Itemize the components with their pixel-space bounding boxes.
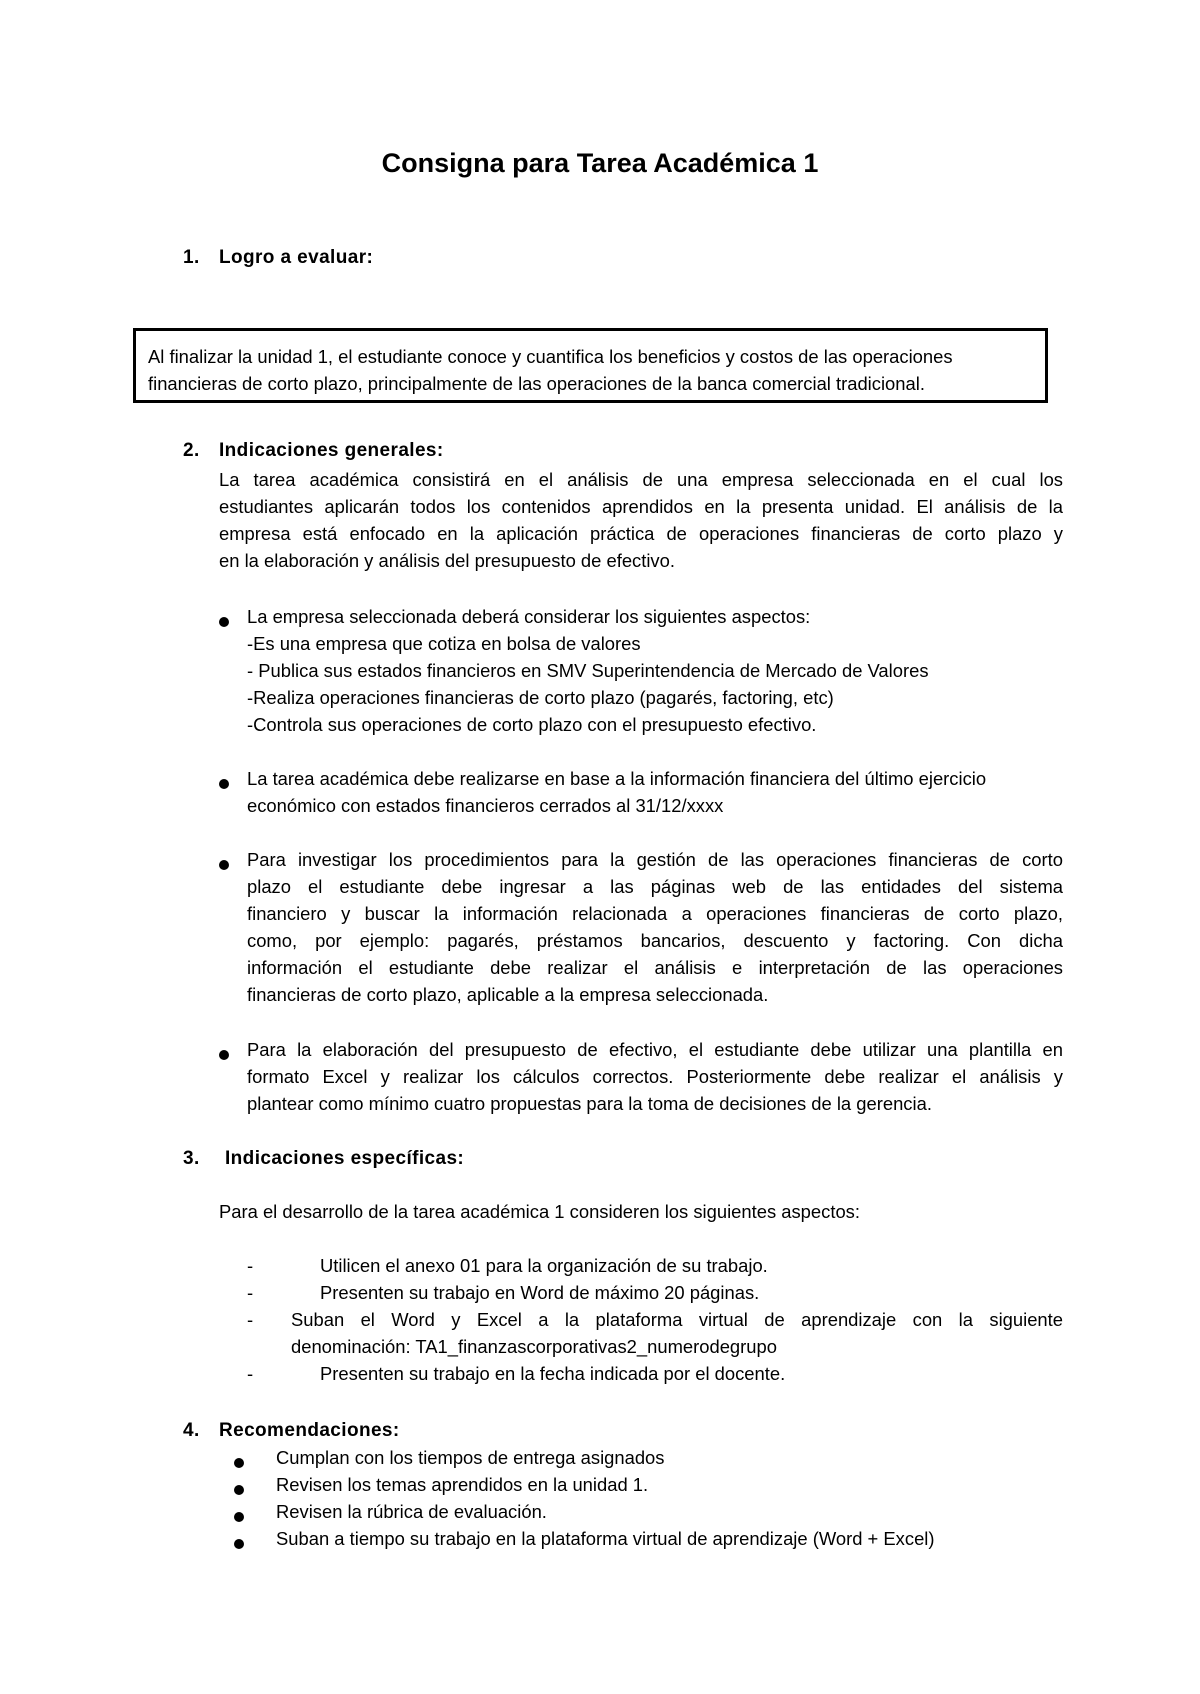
section-4-number: 4. — [183, 1420, 200, 1441]
recommendation-item: Revisen la rúbrica de evaluación. — [276, 1501, 547, 1522]
specific-item: Utilicen el anexo 01 para la organización de su trabajo. — [320, 1255, 768, 1276]
paragraph-line: estudiantes aplicarán todos los contenidos aprendidos en la presenta unidad. El análisis de la — [219, 496, 1063, 517]
bullet-financial-info — [247, 765, 1063, 819]
bullet-icon — [219, 860, 229, 870]
bullet-line: -Realiza operaciones financieras de corto plazo (pagarés, factoring, etc) — [247, 687, 834, 708]
bullet-icon — [234, 1485, 244, 1495]
section-2-heading — [183, 437, 683, 464]
bullet-line: La empresa seleccionada deberá considerar los siguientes aspectos: — [247, 606, 811, 627]
learning-outcome-text — [148, 344, 1043, 397]
dash-marker: - — [247, 1363, 254, 1384]
dash-marker: - — [247, 1309, 254, 1330]
paragraph-line: La tarea académica consistirá en el análisis de una empresa seleccionada en el cual los — [219, 469, 1063, 490]
paragraph-line: empresa está enfocado en la aplicación práctica de operaciones financieras de corto plazo y — [219, 523, 1063, 544]
bullet-line: plantear como mínimo cuatro propuestas para la toma de decisiones de la gerencia. — [247, 1093, 932, 1114]
bullet-icon — [219, 1050, 229, 1060]
bullet-line: plazo el estudiante debe ingresar a las páginas web de las entidades del sistema — [247, 876, 1063, 897]
bullet-line: económico con estados financieros cerrados al 31/12/xxxx — [247, 795, 724, 816]
section-1-heading — [183, 244, 583, 271]
learning-outcome-box — [133, 328, 1048, 403]
general-instructions-paragraph — [219, 466, 1063, 574]
bullet-line: - Publica sus estados financieros en SMV Superintendencia de Mercado de Valores — [247, 660, 929, 681]
section-3-heading — [183, 1145, 683, 1172]
dash-marker: - — [247, 1255, 254, 1276]
bullet-line: financiero y buscar la información relacionada a operaciones financieras de corto plazo, — [247, 903, 1063, 924]
learning-outcome-line: Al finalizar la unidad 1, el estudiante conoce y cuantifica los beneficios y costos de las operaciones — [148, 346, 953, 367]
section-4-title: Recomendaciones: — [219, 1420, 400, 1441]
recommendation-item: Revisen los temas aprendidos en la unidad 1. — [276, 1474, 649, 1495]
bullet-icon — [234, 1458, 244, 1468]
document-title: Consigna para Tarea Académica 1 — [381, 148, 819, 178]
section-1-number: 1. — [183, 247, 200, 268]
bullet-line: información el estudiante debe realizar el análisis e interpretación de las operaciones — [247, 957, 1063, 978]
section-2-title: Indicaciones generales: — [219, 440, 444, 461]
recommendation-item: Suban a tiempo su trabajo en la plataforma virtual de aprendizaje (Word + Excel) — [276, 1528, 935, 1549]
specific-instructions-intro: Para el desarrollo de la tarea académica 1 consideren los siguientes aspectos: — [219, 1201, 860, 1222]
specific-item-line: Suban el Word y Excel a la plataforma virtual de aprendizaje con la siguiente — [291, 1309, 1063, 1330]
paragraph-line: en la elaboración y análisis del presupuesto de efectivo. — [219, 550, 675, 571]
bullet-company-aspects — [247, 603, 1063, 738]
dash-marker: - — [247, 1282, 254, 1303]
bullet-line: La tarea académica debe realizarse en base a la información financiera del último ejercicio — [247, 768, 987, 789]
bullet-cash-budget — [247, 1036, 1063, 1117]
specific-item: Presenten su trabajo en la fecha indicada por el docente. — [320, 1363, 786, 1384]
bullet-line: como, por ejemplo: pagarés, préstamos bancarios, descuento y factoring. Con dicha — [247, 930, 1063, 951]
section-3-number: 3. — [183, 1148, 200, 1169]
specific-item: Presenten su trabajo en Word de máximo 20 páginas. — [320, 1282, 760, 1303]
section-4-heading — [183, 1417, 683, 1444]
learning-outcome-line: financieras de corto plazo, principalmente de las operaciones de la banca comercial tradicional. — [148, 372, 925, 394]
bullet-icon — [219, 617, 229, 627]
bullet-line: financieras de corto plazo, aplicable a la empresa seleccionada. — [247, 984, 769, 1005]
specific-item-line: denominación: TA1_finanzascorporativas2_numerodegrupo — [291, 1336, 777, 1357]
bullet-line: -Es una empresa que cotiza en bolsa de valores — [247, 633, 641, 654]
bullet-line: Para investigar los procedimientos para la gestión de las operaciones financieras de corto — [247, 849, 1063, 870]
bullet-research-procedures — [247, 846, 1063, 1008]
bullet-line: Para la elaboración del presupuesto de efectivo, el estudiante debe utilizar una plantilla en — [247, 1039, 1063, 1060]
section-2-number: 2. — [183, 440, 200, 461]
specific-item-upload — [291, 1306, 1063, 1360]
recommendation-item: Cumplan con los tiempos de entrega asignados — [276, 1447, 665, 1468]
bullet-line: formato Excel y realizar los cálculos correctos. Posteriormente debe realizar el análisis y — [247, 1066, 1063, 1087]
section-3-title: Indicaciones específicas: — [225, 1148, 465, 1169]
bullet-line: -Controla sus operaciones de corto plazo con el presupuesto efectivo. — [247, 714, 817, 735]
bullet-icon — [219, 779, 229, 789]
bullet-icon — [234, 1512, 244, 1522]
bullet-icon — [234, 1539, 244, 1549]
section-1-title: Logro a evaluar: — [219, 247, 374, 268]
